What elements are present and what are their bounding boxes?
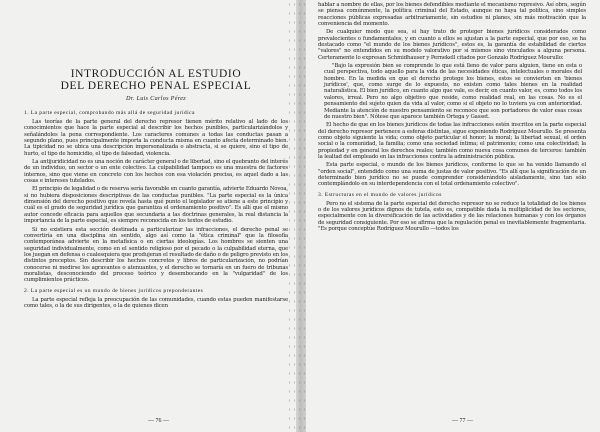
section-heading-3: 3. Estructuras en el mundo de valores jurídicos [318,191,442,198]
title-line-2: DEL DERECHO PENAL ESPECIAL [60,80,252,92]
paragraph: hablar a nombre de ellas, por los bienes defendibles mediante el mecanismo represivo. Así obra, según se piensa comúnmente, la política criminal del Estado, aunque no haya tal política, sino simples reacciones públicas expresadas arbitrariamente, sin estudios ni planes, sin más motivación que la conveniencia del momento. [318,2,586,28]
block-quote: "Bajo la expresión bien se comprende lo que está lleno de valor para alguien, tiene en esta o cual perspectiva, todo aquello para la vida de las necesidades éticas, intelectuales o morales del hombre. En la medida en que el derecho protege los bienes, estos se convierten en 'bienes jurídicos', que, como surge de lo expuesto, no existen como tales bienes en la realidad naturalística. El bien jurídico, en cuanto algo que vale, es decir, en cuanto valor, es, como todos los valores, irreal. Pero no algo objetivo que reside, como realidad real, en las cosas. No es el pensamiento del sujeto quien da vida al valor, como si el objeto no lo tuviera ya con anterioridad. Mediante la atención de nuestro pensamiento se reconoce que son portadores de valor esas cosas de nuestro bien". Nótese que aparece también Ortega y Gasset. [324,63,582,120]
paragraph: La antijuridicidad no es una noción de carácter general o de libertad, sino el quebranto del interés de un individuo, un sector o un ente colectivo. La culpabilidad tampoco es una muestra de factores internos, sino que viene en concreto con los hechos con esa violación precisa, es aquel dado a las cosas e intereses tutelados. [24,159,288,185]
page-number: — 76 — [148,418,169,424]
paragraph: De cualquier modo que sea, si hay trato de proteger bienes jurídicos considerados como prevalecientes o fundamentales, y en cuanto a ellos se ajustan a la parte especial, que por eso, se ha destacado como "el mundo de los bienes jurídicos", estos es, la garantía de estabilidad de ciertos "valores" no entendidos en su modelo valorativo por sí mismos sino vinculados a alguna persona. Certeramente lo expresan Schmidhauser y Pernekell citados por Gonzalo Rodríguez Mourullo: [318,29,586,61]
title-line-1: INTRODUCCIÓN AL ESTUDIO [70,68,242,80]
author-name: Dr. Luis Carlos Pérez [125,95,187,102]
paragraph: Si no existiera esta sección destinada a particularizar las infracciones, el derecho penal se convertiría en una disciplina sin sentido, algo así como la "ética criminal" que la filosofía contemporánea advierte en la metafísica o en ciertas ideologías. Los hombres se sienten una seguridad individualmente, como en el sentido religioso por el pecado o la culpabilidad eterna, que los juegan en defensa o cualesquiera que produjeran el resultado de daño o de peligro previsto en los distintos preceptos. Sin describir los hechos concretos y libres de particularización, no podrían conocerse ni medirse los agravantes o atenuantes, y el derecho se tornaría en un fuero de tribunas moralistas, desconociendo del proceso teórico y desembocando en la "vulgaridad" de los cumplimientos prácticos. [24,226,288,284]
section-heading-1: 1. La parte especial, comprobando más allá de seguridad jurídica [24,110,195,116]
paragraph: Pero no el sistema de la parte especial del derecho represor no se reduce la totalidad de los bienes o de los valores jurídicos dignos de tutela, esto es, compatible dada la multiplicidad de los sectores, especialmente con la diversificación de las actividades y de las relaciones humanas y con los órganos de seguridad consiguiente. Por eso se afirma que la regulación penal es inevitablemente fragmentaria. "Es porque conceptúe Rodríguez Mourullo —todos los [318,200,586,232]
paragraph: El hecho de que en los bienes jurídicos de todas las infracciones estén inscritos en la parte especial del derecho represor pertenece a esferas distintas, sigue exponiendo Rodríguez Mourullo. Se presenta como objeto siguiente la vida; como objeto particular el honor; la moral; la libertad sexual, el orden social o la comunidad, la familia; como una sociedad íntima; el patrimonio; como una colectividad; la propiedad y en general los derechos reales; también como nueva cosa comunes de terceros: también la lealtad del empleado en las infracciones contra la administración pública. [318,122,586,160]
section-heading-2: 2. La parte especial es un mundo de bienes jurídicos preponderantes [24,287,204,294]
paragraph: La parte especial refleja la preocupación de las comunidades, cuando estas pueden manifestarse como tales, o la de sus dirigentes, o la de quienes dicen [24,296,288,309]
chapter-title [24,68,288,92]
page-number: — 77 — [452,418,473,424]
right-page [304,0,600,432]
paragraph: Esta parte especial, o mundo de los bienes jurídicos, conforme lo que se ha venido llamando el "orden social", entendido como una suma de justas de valor positivo. "Es allí que la significación de un determinado bien jurídico no se puede comprender considerándolo aisladamente, sino tan sólo contemplándolo en su interdependencia con el total ordenamiento colectivo". [318,162,586,188]
paragraph: Las teorías de la parte general del derecho represor tienen mérito relativo al lado de los conocimientos que hace la parte especial al describir los hechos punibles, particularizándolos y señalándoles la pena correspondiente. Los caracteres comunes a todas las conductas pasan a segundo plano, pues principalmente importa la conducta misma en cuanto afecta determinado bien. La tipicidad no se ubica una descripción impersonalizada o abstracta, si se quiere, sino el tipo de hurto, el tipo de homicidio, el tipo de falsedad, violencia. [24,119,288,157]
paragraph: El principio de legalidad o de reserva sería favorable en cuanto garantía, advierte Eduardo Novoa, si no hubiera disposiciones descriptivas de las conductas punibles. "La parte especial es la única dimensión del derecho positivo que revela hasta qué punto el legislador se atiene a este principio y cuál es el grado de seguridad jurídica que garantiza el ordenamiento positivo". Es allí que el mismo autor concede eficacia para aquellos que secundaria a las doctrinas generales, la real distancia la importancia de la parte especial, es siempre reconocida en los textos de estudio. [24,186,288,225]
left-page [0,0,298,432]
